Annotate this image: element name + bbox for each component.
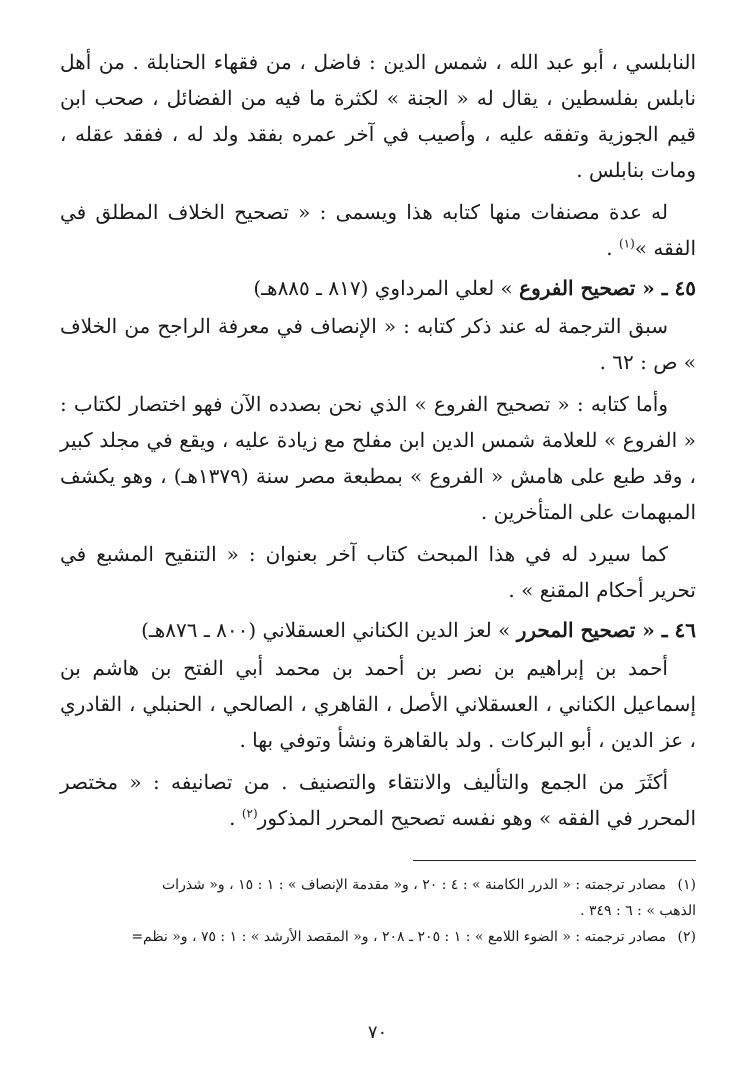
entry-heading-45-title: تصحيح الفروع [519, 276, 636, 300]
paragraph-7 [60, 764, 696, 836]
paragraph-7-end: . [229, 806, 242, 830]
footnotes [60, 872, 696, 950]
paragraph-2-text: له عدة مصنفات منها كتابه هذا ويسمى : « تصحيح الخلاف المطلق في الفقه » [60, 200, 696, 260]
footnote-ref-2[interactable]: (٢) [241, 806, 258, 821]
footnote-1-text: مصادر ترجمته : « الدرر الكامنة » : ٤ : ٢٠ ، و« مقدمة الإنصاف » : ١ : ١٥ ، و« شذرات [162, 877, 666, 893]
page-number: ٧٠ [367, 1022, 388, 1043]
entry-heading-46 [60, 612, 696, 648]
footnote-1-number: (١) [677, 877, 696, 893]
footnote-2-number: (٢) [677, 929, 696, 945]
footnote-1-continuation: الذهب » : ٦ : ٣٤٩ . [580, 903, 696, 919]
entry-heading-46-title: تصحيح المحرر [516, 618, 636, 642]
paragraph-2 [60, 194, 696, 266]
paragraph-7-text: أكثَرَ من الجمع والتأليف والانتقاء والتصنيف . من تصانيفه : « مختصر المحرر في الفقه » وهو نفسه تصحيح المحرر المذكور [60, 770, 696, 830]
footnote-ref-1[interactable]: (١) [618, 236, 635, 251]
paragraph-2-end: . [606, 236, 619, 260]
entry-heading-46-num: ٤٦ ـ « [635, 618, 696, 642]
entry-heading-45-num: ٤٥ ـ « [635, 276, 696, 300]
footnote-2 [60, 924, 696, 950]
paragraph-1: النابلسي ، أبو عبد الله ، شمس الدين : فاضل ، من فقهاء الحنابلة . من أهل نابلس بفلسطين ، يقال له « الجنة » لكثرة ما فيه من الفضائل ، صحب ابن قيم الجوزية وتفقه عليه ، وأصيب في آخر عمره بفقد ولد له ، ففقد عقله ، ومات بنابلس . [60, 50, 696, 182]
entry-heading-45 [60, 270, 696, 306]
footnote-divider [413, 860, 696, 861]
entry-heading-46-rest: » لعز الدين الكناني العسقلاني (٨٠٠ ـ ٨٧٦هـ) [141, 618, 517, 642]
footnote-2-text: مصادر ترجمته : « الضوء اللامع » : ١ : ٢٠٥ ـ ٢٠٨ ، و« المقصد الأرشد » : ١ : ٧٥ ، و« نظم= [131, 929, 666, 945]
main-text [60, 44, 696, 836]
entry-heading-45-rest: » لعلي المرداوي (٨١٧ ـ ٨٨٥هـ) [253, 276, 520, 300]
paragraph-5: كما سيرد له في هذا المبحث كتاب آخر بعنوان : « التنقيح المشبع في تحرير أحكام المقنع » . [60, 542, 696, 602]
paragraph-4: وأما كتابه : « تصحيح الفروع » الذي نحن بصدده الآن فهو اختصار لكتاب : « الفروع » للعلامة شمس الدين ابن مفلح مع زيادة عليه ، ويقع في مجلد كبير ، وقد طبع على هامش « الفروع » بمطبعة مصر سنة (١٣٧٩هـ) ، وهو يكشف المبهمات على المتأخرين . [60, 392, 696, 524]
paragraph-3: سبق الترجمة له عند ذكر كتابه : « الإنصاف في معرفة الراجح من الخلاف » ص : ٦٢ . [60, 314, 696, 374]
paragraph-6: أحمد بن إبراهيم بن نصر بن أحمد بن محمد أبي الفتح بن هاشم بن إسماعيل الكناني ، العسقلاني الأصل ، القاهري ، الصالحي ، الحنبلي ، القادري ، عز الدين ، أبو البركات . ولد بالقاهرة ونشأ وتوفي بها . [60, 656, 696, 752]
footnote-1 [60, 872, 696, 898]
